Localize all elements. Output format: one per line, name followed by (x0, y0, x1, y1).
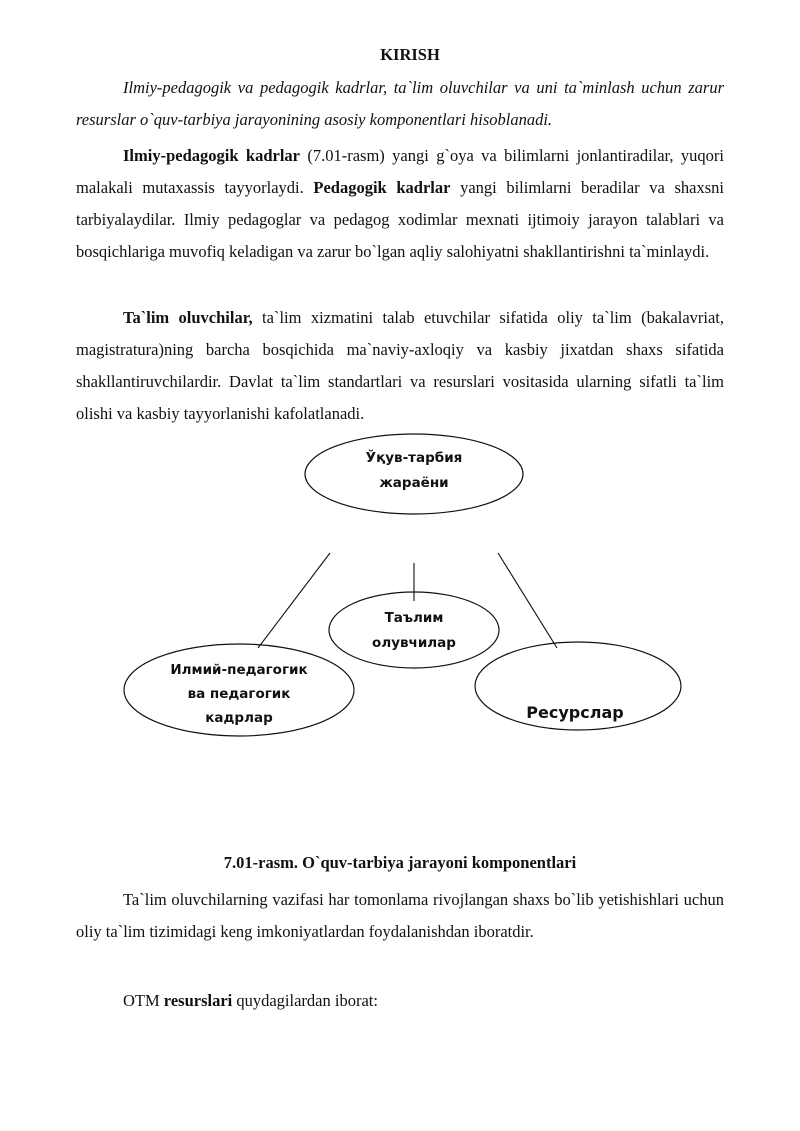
label-oquv-tarbiya: Ўқув-тарбия жараёни (365, 450, 463, 491)
section-title: KIRISH (380, 45, 440, 64)
paragraph-text: ta`lim xizmatini talab etuvchilar sifatida oliy ta`lim (bakalavriat, magistratura)ning barcha bosqichida ma`naviy-axloqiy va kasbiy jixatdan shaxs sifatida shakllantiruvchilardir. Davlat ta`lim standartlari va resurslari vositasida ularning sifatli ta`lim olishi va kasbiy tayyorlanishi kafolatlanadi. (76, 308, 725, 423)
paragraph-text: OTM (123, 991, 164, 1010)
label-talim-oluvchilar: Таълим олувчилар (372, 610, 456, 651)
intro-paragraph: Ilmiy-pedagogik va pedagogik kadrlar, ta`lim oluvchilar va uni ta`minlash uchun zarur resurslar o`quv-tarbiya jarayonining asosiy komponentlari hisoblanadi. (76, 78, 724, 129)
bold-term: Ilmiy-pedagogik kadrlar (123, 146, 300, 165)
paragraph-text: (7.01-rasm) yangi g`oya va bilimlarni jonlantiradilar, yuqori malakali mutaxassis tayyorlaydi. (76, 146, 724, 197)
paragraph-resurslar (76, 985, 724, 1017)
label-resurslar: Ресурслар (526, 703, 624, 722)
paragraph-text: yangi bilimlarni beradilar va shaxsni tarbiyalaydilar. Ilmiy pedagoglar va pedagog xodimlar mexnati ijtimoiy jarayon talablari va bosqichlariga muvofiq keladigan va zarur bo`lgan aqliy salohiyatni shakllantirishni ta`minlaydi. (76, 178, 724, 261)
paragraph-text: quydagilardan iborat: (232, 991, 378, 1010)
figure-caption: 7.01-rasm. O`quv-tarbiya jarayoni komponentlari (223, 853, 577, 872)
bold-term: Pedagogik kadrlar (313, 178, 451, 197)
label-kadrlar: Илмий-педагогик ва педагогик кадрлар (170, 662, 308, 726)
paragraph-vazifa: Ta`lim oluvchilarning vazifasi har tomonlama rivojlangan shaxs bo`lib yetishishlari uchun oliy ta`lim tizimidagi keng imkoniyatlardan foydalanishdan iboratdir. (76, 890, 724, 941)
bold-term: Ta`lim oluvchilar, (123, 308, 253, 327)
connector-left (258, 553, 330, 648)
connector-right (498, 553, 557, 648)
bold-term: resurslari (163, 991, 233, 1010)
